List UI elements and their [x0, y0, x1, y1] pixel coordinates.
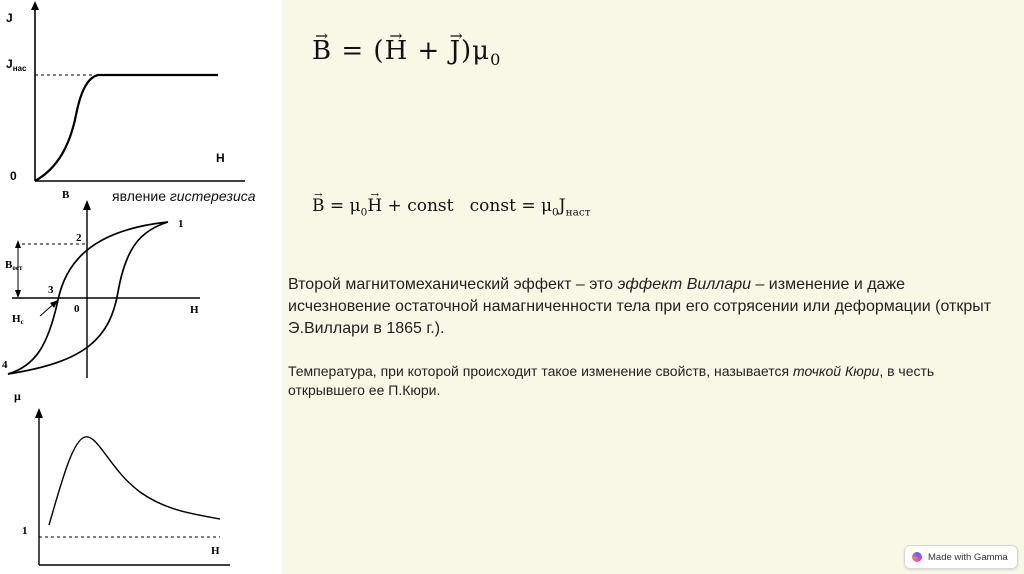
fig1-y-arrow [31, 1, 39, 10]
hysteresis-caption: явление гистерезиса [112, 188, 256, 204]
fig2-point-4: 4 [2, 359, 8, 371]
fig1-y-label: J [6, 11, 13, 25]
fig3-x-label: H [211, 545, 220, 557]
fig1-jnas-label: $J_{нас}$ [6, 57, 27, 73]
fig3-curve [49, 437, 220, 525]
villari-effect-paragraph: Второй магнитомеханический эффект – это эффект Виллари – изменение и даже исчезновение остаточной намагниченности тела при его сотрясении или деформации (открыт Э.Виллари в 1865 г.). [288, 276, 992, 337]
fig2-point-2: 2 [76, 232, 82, 244]
fig2-point-1: 1 [178, 218, 184, 230]
made-with-gamma-badge[interactable] [904, 545, 1018, 569]
fig2-bost-label: Bост [5, 259, 23, 272]
fig2-point-3: 3 [48, 284, 54, 296]
fig2-hc-label: Hc [12, 313, 24, 326]
gamma-logo-icon [912, 552, 922, 562]
fig2-bost-arrow-up [15, 240, 21, 248]
magnetization-curve-figure [6, 1, 245, 183]
fig2-y-label: B [62, 189, 70, 201]
hysteresis-loop-figure [2, 189, 200, 378]
fig3-one-label: 1 [22, 525, 28, 537]
fig2-x-label: H [190, 304, 199, 316]
fig3-y-arrow [35, 408, 43, 418]
remanence-formula: → $B = \mu_0\to H$ + const const = $\mu_0J_{наст}$ [312, 196, 591, 218]
fig3-y-label: μ [14, 389, 21, 403]
figures [0, 0, 282, 574]
induction-formula: → B = (→ H + → $J)\mu_0$ [312, 36, 501, 69]
fig2-y-arrow [83, 200, 91, 210]
fig1-origin: 0 [10, 169, 17, 183]
fig2-bost-arrow-down [15, 290, 21, 298]
badge-label: Made with Gamma [928, 551, 1008, 563]
fig1-curve [35, 75, 218, 181]
curie-point-paragraph: Температура, при которой происходит такое изменение свойств, называется точкой Кюри, в честь открывшего ее П.Кюри. [288, 363, 935, 398]
permeability-curve-figure [14, 389, 230, 565]
fig1-x-label: H [216, 151, 225, 165]
fig2-origin: 0 [74, 303, 80, 315]
